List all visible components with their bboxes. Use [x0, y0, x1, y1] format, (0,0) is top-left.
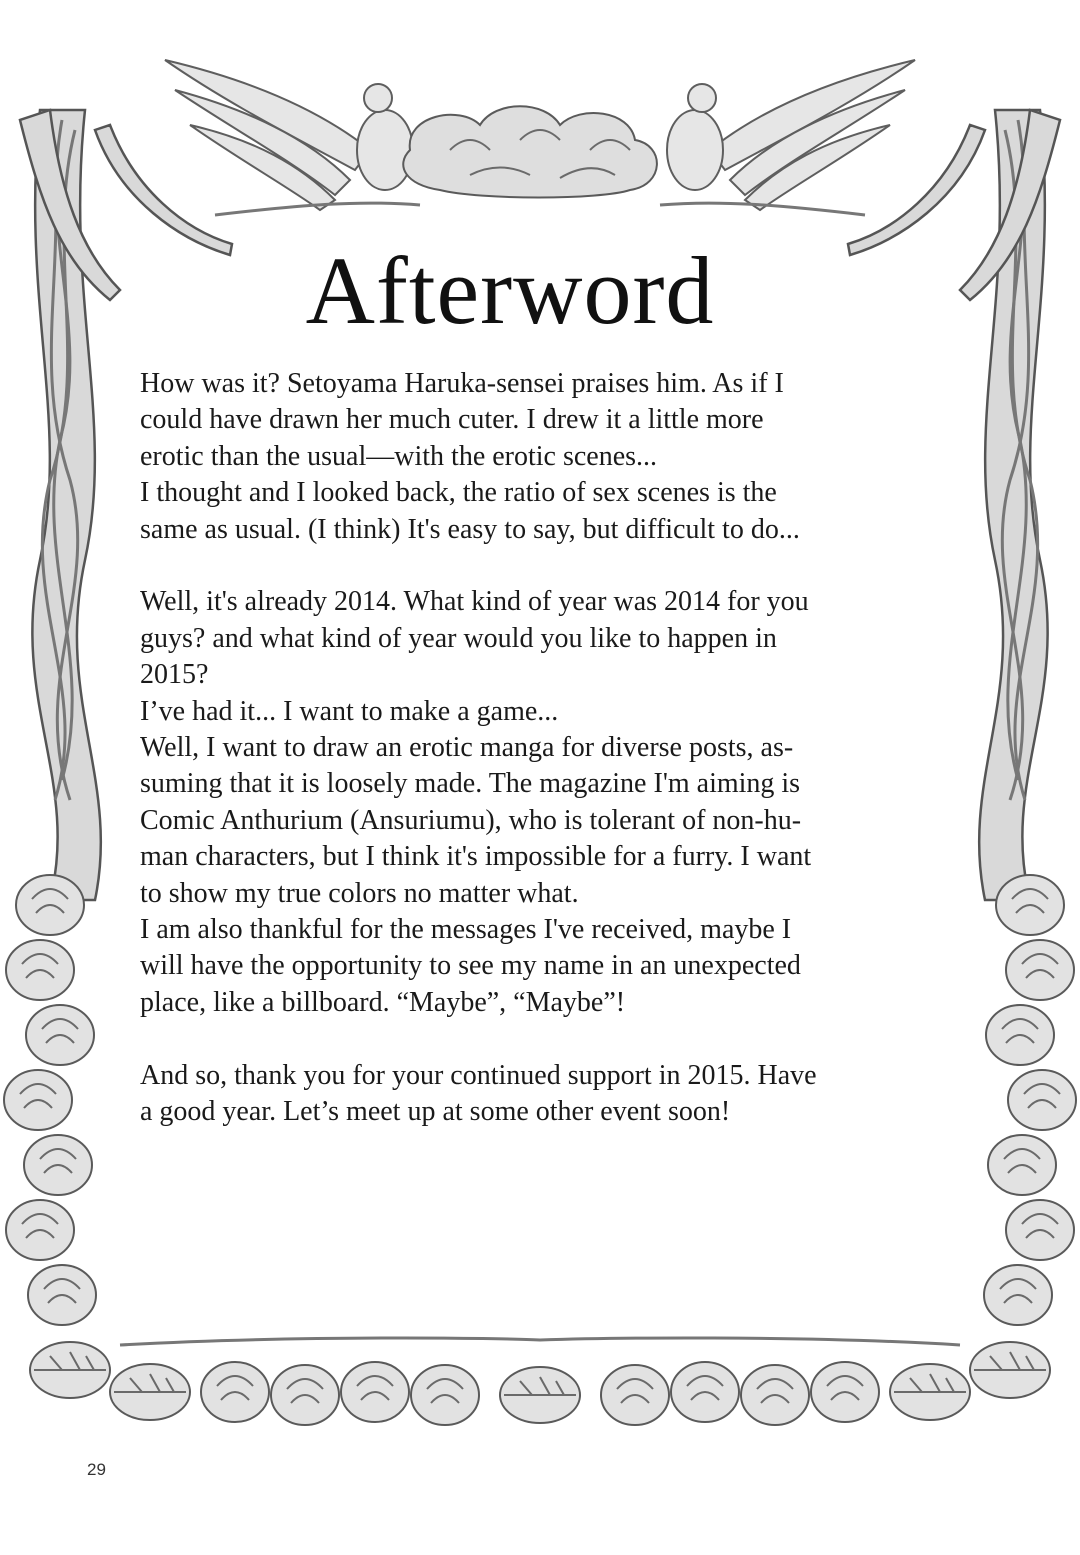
text-line: Well, I want to draw an erotic manga for diverse posts, as-: [140, 732, 794, 764]
bottom-floral-row: [110, 1338, 970, 1425]
text-line: place, like a billboard. “Maybe”, “Maybe”!: [140, 986, 626, 1018]
paragraph: [140, 366, 880, 548]
text-line: 2015?: [140, 659, 209, 691]
page-number: 29: [87, 1460, 106, 1479]
text-line: Comic Anthurium (Ansuriumu), who is tolerant of non-hu-: [140, 804, 802, 836]
text-line: erotic than the usual—with the erotic scenes...: [140, 440, 658, 472]
text-line: will have the opportunity to see my name in an unexpected: [140, 950, 801, 982]
text-line: I am also thankful for the messages I've received, maybe I: [140, 914, 792, 946]
paragraph: [140, 1058, 880, 1131]
text-line: Well, it's already 2014. What kind of year was 2014 for you: [140, 586, 809, 618]
text-line: And so, thank you for your continued support in 2015. Have: [140, 1059, 817, 1091]
text-line: I’ve had it... I want to make a game...: [140, 695, 559, 727]
text-line: could have drawn her much cuter. I drew it a little more: [140, 404, 764, 436]
text-line: a good year. Let’s meet up at some other event soon!: [140, 1096, 731, 1128]
page-title: Afterword: [305, 237, 715, 344]
right-floral-column: [970, 875, 1076, 1398]
afterword-body: [140, 366, 880, 1131]
text-line: guys? and what kind of year would you like to happen in: [140, 622, 777, 654]
text-line: to show my true colors no matter what.: [140, 877, 579, 909]
left-floral-column: [4, 875, 110, 1398]
text-line: suming that it is loosely made. The magazine I'm aiming is: [140, 768, 801, 800]
text-line: I thought and I looked back, the ratio of sex scenes is the: [140, 477, 777, 509]
top-ornament: [165, 60, 915, 215]
text-line: same as usual. (I think) It's easy to say, but difficult to do...: [140, 513, 800, 545]
paragraph: [140, 584, 880, 1021]
text-line: How was it? Setoyama Haruka-sensei praises him. As if I: [140, 368, 784, 399]
text-line: man characters, but I think it's impossible for a furry. I want: [140, 841, 812, 873]
